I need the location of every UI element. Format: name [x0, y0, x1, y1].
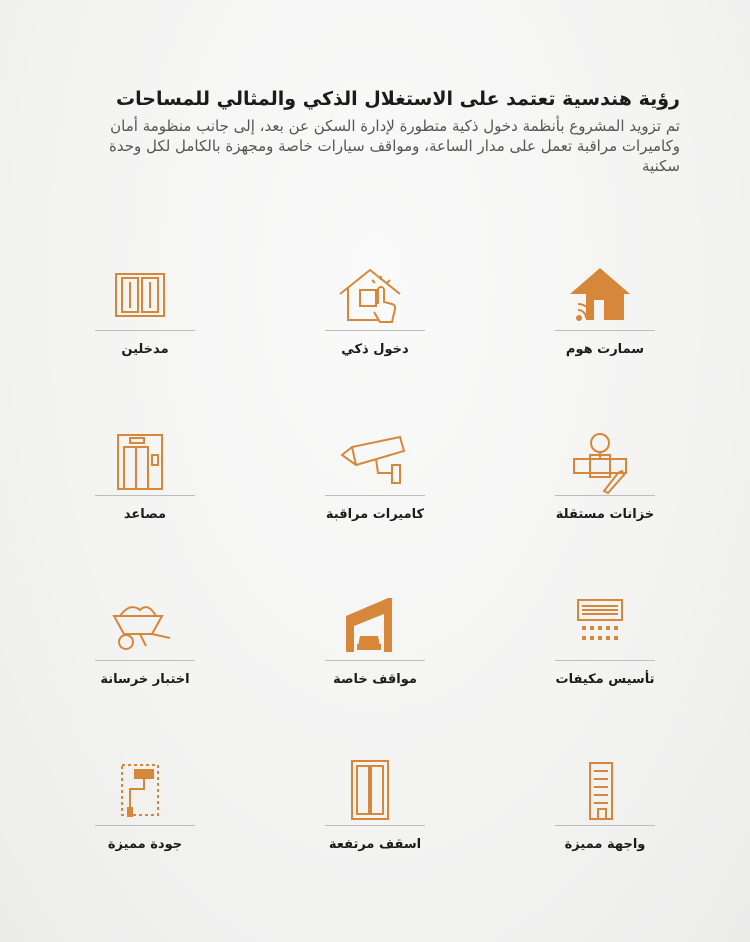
feature-label: اسقف مرتفعة: [328, 837, 422, 852]
feature-label: مصاعد: [123, 507, 167, 522]
divider: [325, 825, 425, 826]
feature-distinguished-facade: [520, 745, 680, 865]
facade-building-icon: [560, 755, 640, 825]
elevator-icon: [100, 425, 180, 495]
feature-label: كاميرات مراقبة: [325, 507, 425, 522]
paint-roller-icon: [100, 755, 180, 825]
divider: [95, 495, 195, 496]
double-door-icon: [100, 260, 180, 330]
water-meter-icon: [560, 425, 640, 495]
description: تم تزويد المشروع بأنظمة دخول ذكية متطورة لإدارة السكن عن بعد، إلى جانب منظومة أمان وكاميرات مراقبة تعمل على مدار الساعة، ومواقف سيارات خاصة ومجهزة بالكامل لكل وحدة سكنية: [109, 117, 680, 175]
divider: [325, 495, 425, 496]
feature-private-parking: [290, 580, 450, 700]
feature-label: جودة مميزة: [107, 837, 183, 852]
garage-icon: [330, 590, 410, 660]
high-ceiling-window-icon: [330, 755, 410, 825]
feature-ac-foundation: [520, 580, 680, 700]
feature-label: دخول ذكي: [341, 342, 409, 357]
feature-label: تأسيس مكيفات: [555, 672, 655, 687]
feature-smart-home: [520, 250, 680, 370]
feature-elevators: [60, 415, 220, 535]
feature-label: مواقف خاصة: [333, 672, 417, 687]
divider: [95, 330, 195, 331]
feature-security-cameras: [290, 415, 450, 535]
divider: [325, 330, 425, 331]
feature-concrete-testing: [60, 580, 220, 700]
divider: [95, 660, 195, 661]
features-grid: [60, 250, 680, 870]
divider: [555, 495, 655, 496]
divider: [555, 660, 655, 661]
feature-smart-entry: [290, 250, 450, 370]
feature-label: واجهة مميزة: [564, 837, 646, 852]
feature-label: اختبار خرسانة: [100, 672, 190, 687]
feature-label: خزانات مستقلة: [555, 507, 655, 522]
security-camera-icon: [330, 425, 410, 495]
wheelbarrow-icon: [100, 590, 180, 660]
smart-home-icon: [560, 260, 640, 330]
divider: [95, 825, 195, 826]
air-conditioner-icon: [560, 590, 640, 660]
feature-independent-tanks: [520, 415, 680, 535]
divider: [325, 660, 425, 661]
header: [80, 88, 680, 176]
feature-label: مدخلين: [121, 342, 169, 357]
page-title: رؤية هندسية تعتمد على الاستغلال الذكي والمثالي للمساحات: [116, 88, 680, 110]
feature-high-ceilings: [290, 745, 450, 865]
feature-label: سمارت هوم: [565, 342, 645, 357]
divider: [555, 330, 655, 331]
smart-entry-icon: [330, 260, 410, 330]
feature-double-entrance: [60, 250, 220, 370]
feature-distinguished-quality: [60, 745, 220, 865]
divider: [555, 825, 655, 826]
